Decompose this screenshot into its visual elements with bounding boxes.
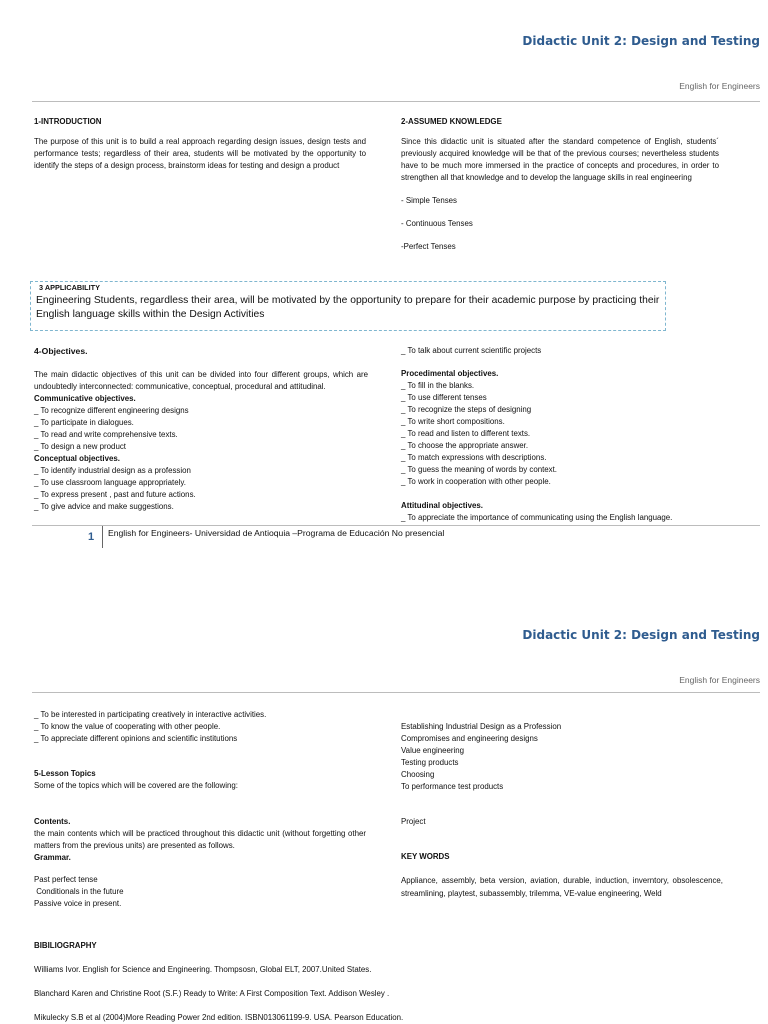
bibliography-section bbox=[34, 940, 734, 1024]
topic-item: To performance test products bbox=[401, 782, 504, 791]
applicability-heading: 3 APPLICABILITY bbox=[39, 283, 100, 292]
bibliography-heading: BIBILIOGRAPHY bbox=[34, 941, 97, 950]
objective-item: _ To fill in the blanks. bbox=[401, 381, 475, 390]
page1-subheader: English for Engineers bbox=[679, 81, 760, 91]
objective-item: _ To talk about current scientific projects bbox=[401, 346, 542, 355]
objective-item: _ To recognize different engineering designs bbox=[34, 406, 189, 415]
grammar-list bbox=[34, 874, 334, 910]
footer-text: English for Engineers- Universidad de Antioquia –Programa de Educación No presencial bbox=[108, 528, 445, 538]
topic-item: Compromises and engineering designs bbox=[401, 734, 538, 743]
objective-item: _ To recognize the steps of designing bbox=[401, 405, 532, 414]
assumed-knowledge-section bbox=[401, 116, 719, 253]
objective-item: _ To appreciate the importance of communicating using the English language. bbox=[401, 513, 673, 522]
introduction-body: The purpose of this unit is to build a real approach regarding design issues, design tests and performance tests; regardless of their area, students will be motivated by the opportunity to identify the steps of a design process, brainstorm ideas for testing and design a product bbox=[34, 137, 366, 170]
applicability-body: Engineering Students, regardless their area, will be motivated by the opportunity to prepare for their academic purpose by practicing their English language skills within the Design Activities bbox=[36, 295, 660, 320]
objective-item: _ To design a new product bbox=[34, 442, 126, 451]
grammar-item: Conditionals in the future bbox=[34, 887, 124, 896]
bibliography-item: Mikulecky S.B et al (2004)More Reading Power 2nd edition. ISBN013061199-9. USA. Pearson Education. bbox=[34, 1013, 404, 1022]
objective-item: _ To participate in dialogues. bbox=[34, 418, 134, 427]
topics-list bbox=[401, 721, 731, 793]
objective-item: _ To identify industrial design as a profession bbox=[34, 466, 191, 475]
contents-section bbox=[34, 816, 366, 864]
topic-item: Choosing bbox=[401, 770, 435, 779]
objective-item: _ To give advice and make suggestions. bbox=[34, 502, 174, 511]
project-label: Project bbox=[401, 817, 426, 826]
contents-body: the main contents which will be practiced throughout this didactic unit (without forgetting other matters from the previous units) are presented as follows. bbox=[34, 829, 366, 850]
assumed-item: - Continuous Tenses bbox=[401, 219, 473, 228]
grammar-item: Past perfect tense bbox=[34, 875, 98, 884]
attitudinal-objectives-heading: Attitudinal objectives. bbox=[401, 501, 483, 510]
bibliography-item: Blanchard Karen and Christine Root (S.F.) Ready to Write: A First Composition Text. Addison Wesley . bbox=[34, 989, 390, 998]
page2-header-rule bbox=[32, 692, 760, 693]
bibliography-item: Williams Ivor. English for Science and Engineering. Thompsosn, Global ELT, 2007.United States. bbox=[34, 965, 372, 974]
objectives-right-column bbox=[401, 345, 741, 524]
assumed-knowledge-heading: 2-ASSUMED KNOWLEDGE bbox=[401, 117, 502, 126]
assumed-knowledge-body: Since this didactic unit is situated after the standard competence of English, students´ previously acquired knowledge will be that of the previous courses; nevertheless students have to be much more immersed in the practice of concepts and procedures, in order to strengthen all that knowledge and to develop the language skills in real engineering bbox=[401, 137, 719, 182]
page2-unit-title: Didactic Unit 2: Design and Testing bbox=[522, 628, 760, 642]
grammar-item: Passive voice in present. bbox=[34, 899, 122, 908]
topic-item: Testing products bbox=[401, 758, 459, 767]
page-number: 1 bbox=[88, 531, 95, 543]
objective-item: _ To guess the meaning of words by context. bbox=[401, 465, 558, 474]
keywords-body: Appliance, assembly, beta version, aviation, durable, induction, inverntory, obsolescence, streamlining, playtest, subassembly, trilemma, VE-value engineering, Weld bbox=[401, 876, 723, 898]
objective-item: _ To use different tenses bbox=[401, 393, 487, 402]
page1-unit-title: Didactic Unit 2: Design and Testing bbox=[522, 34, 760, 48]
lesson-topics-heading: 5-Lesson Topics bbox=[34, 769, 96, 778]
objective-item: _ To read and listen to different texts. bbox=[401, 429, 531, 438]
attitudinal-continued bbox=[34, 709, 374, 745]
lesson-topics-body: Some of the topics which will be covered are the following: bbox=[34, 781, 238, 790]
topic-item: Value engineering bbox=[401, 746, 465, 755]
objective-item: _ To appreciate different opinions and scientific institutions bbox=[34, 734, 238, 743]
objective-item: _ To write short compositions. bbox=[401, 417, 505, 426]
contents-heading: Contents. bbox=[34, 817, 71, 826]
footer-divider bbox=[102, 526, 103, 548]
page1-header-rule bbox=[32, 101, 760, 102]
conceptual-objectives-heading: Conceptual objectives. bbox=[34, 454, 120, 463]
keywords-heading: KEY WORDS bbox=[401, 852, 450, 861]
page1-footer-rule bbox=[32, 525, 760, 526]
topic-item: Establishing Industrial Design as a Profession bbox=[401, 722, 562, 731]
objective-item: _ To choose the appropriate answer. bbox=[401, 441, 529, 450]
objective-item: _ To work in cooperation with other people. bbox=[401, 477, 551, 486]
keywords-section bbox=[401, 851, 723, 900]
objective-item: _ To express present , past and future actions. bbox=[34, 490, 196, 499]
objectives-section bbox=[34, 345, 368, 513]
communicative-objectives-heading: Communicative objectives. bbox=[34, 394, 136, 403]
lesson-topics-section bbox=[34, 768, 374, 792]
objectives-intro: The main didactic objectives of this unit can be divided into four different groups, which are undoubtedly interconnected: communicative, conceptual, procedural and attitudinal. bbox=[34, 370, 368, 391]
applicability-box bbox=[30, 281, 666, 331]
introduction-heading: 1-INTRODUCTION bbox=[34, 117, 102, 126]
objective-item: _ To match expressions with descriptions. bbox=[401, 453, 547, 462]
assumed-item: -Perfect Tenses bbox=[401, 242, 456, 251]
introduction-section bbox=[34, 116, 366, 172]
assumed-item: - Simple Tenses bbox=[401, 196, 457, 205]
procedimental-objectives-heading: Procedimental objectives. bbox=[401, 369, 499, 378]
grammar-heading: Grammar. bbox=[34, 853, 71, 862]
page2-subheader: English for Engineers bbox=[679, 675, 760, 685]
objective-item: _ To know the value of cooperating with other people. bbox=[34, 722, 221, 731]
objectives-heading: 4-Objectives. bbox=[34, 346, 88, 356]
objective-item: _ To be interested in participating creatively in interactive activities. bbox=[34, 710, 267, 719]
objective-item: _ To use classroom language appropriately. bbox=[34, 478, 186, 487]
objective-item: _ To read and write comprehensive texts. bbox=[34, 430, 178, 439]
